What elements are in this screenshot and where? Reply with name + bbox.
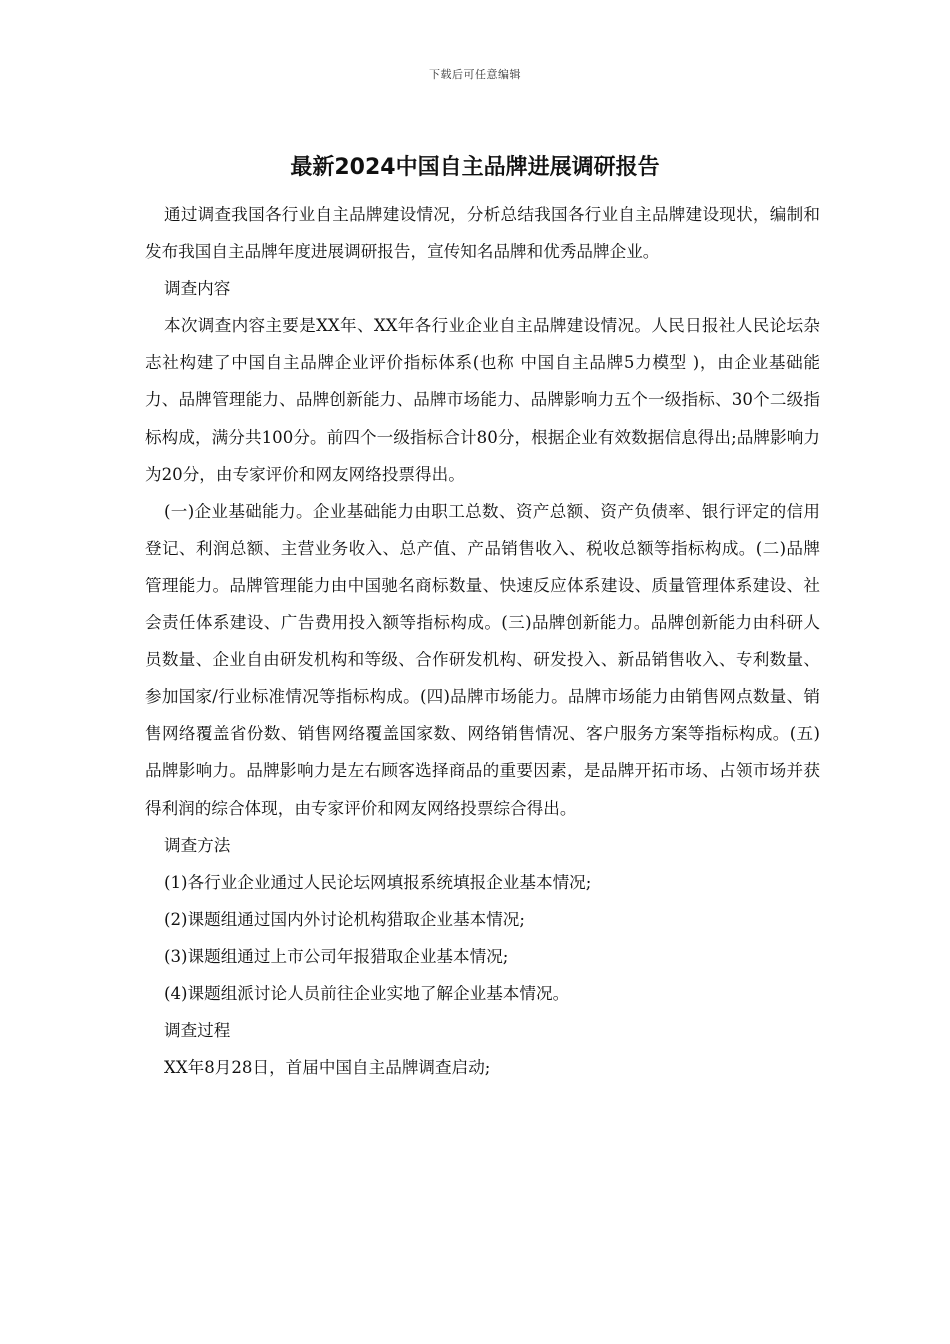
section-heading-survey-content: 调查内容 xyxy=(164,279,231,299)
survey-content-paragraph: 本次调查内容主要是XX年、XX年各行业企业自主品牌建设情况。人民日报社人民论坛杂志社构建了中国自主品牌企业评价指标体系(也称 中国自主品牌5力模型 )，由企业基础能力、品牌管理能力、品牌创新能力、品牌市场能力、品牌影响力五个一级指标、30个二级指标构成，满分共100分。前四个一级指标合计80分，根据企业有效数据信息得出;品牌影响力为20分，由专家评价和网友网络投票得出。 xyxy=(145,316,820,484)
process-item-1: XX年8月28日，首届中国自主品牌调查启动; xyxy=(164,1058,491,1078)
indicator-details-paragraph: (一)企业基础能力。企业基础能力由职工总数、资产总额、资产负债率、银行评定的信用登记、利润总额、主营业务收入、总产值、产品销售收入、税收总额等指标构成。(二)品牌管理能力。品牌管理能力由中国驰名商标数量、快速反应体系建设、质量管理体系建设、社会责任体系建设、广告费用投入额等指标构成。(三)品牌创新能力。品牌创新能力由科研人员数量、企业自由研发机构和等级、合作研发机构、研发投入、新品销售收入、专利数量、参加国家/行业标准情况等指标构成。(四)品牌市场能力。品牌市场能力由销售网点数量、销售网络覆盖省份数、销售网络覆盖国家数、网络销售情况、客户服务方案等指标构成。(五)品牌影响力。品牌影响力是左右顾客选择商品的重要因素，是品牌开拓市场、占领市场并获得利润的综合体现，由专家评价和网友网络投票综合得出。 xyxy=(145,501,820,818)
method-item-4: (4)课题组派讨论人员前往企业实地了解企业基本情况。 xyxy=(164,983,570,1003)
document-body xyxy=(145,196,820,1086)
section-heading-survey-process: 调查过程 xyxy=(164,1021,231,1041)
method-item-1: (1)各行业企业通过人民论坛网填报系统填报企业基本情况; xyxy=(164,872,592,892)
method-item-3: (3)课题组通过上市公司年报猎取企业基本情况; xyxy=(164,946,509,966)
method-item-2: (2)课题组通过国内外讨论机构猎取企业基本情况; xyxy=(164,909,525,929)
header-note: 下载后可任意编辑 xyxy=(429,68,521,81)
document-title: 最新2024中国自主品牌进展调研报告 xyxy=(290,155,660,180)
section-heading-survey-method: 调查方法 xyxy=(164,835,231,855)
intro-paragraph: 通过调查我国各行业自主品牌建设情况，分析总结我国各行业自主品牌建设现状，编制和发布我国自主品牌年度进展调研报告，宣传知名品牌和优秀品牌企业。 xyxy=(145,205,820,262)
